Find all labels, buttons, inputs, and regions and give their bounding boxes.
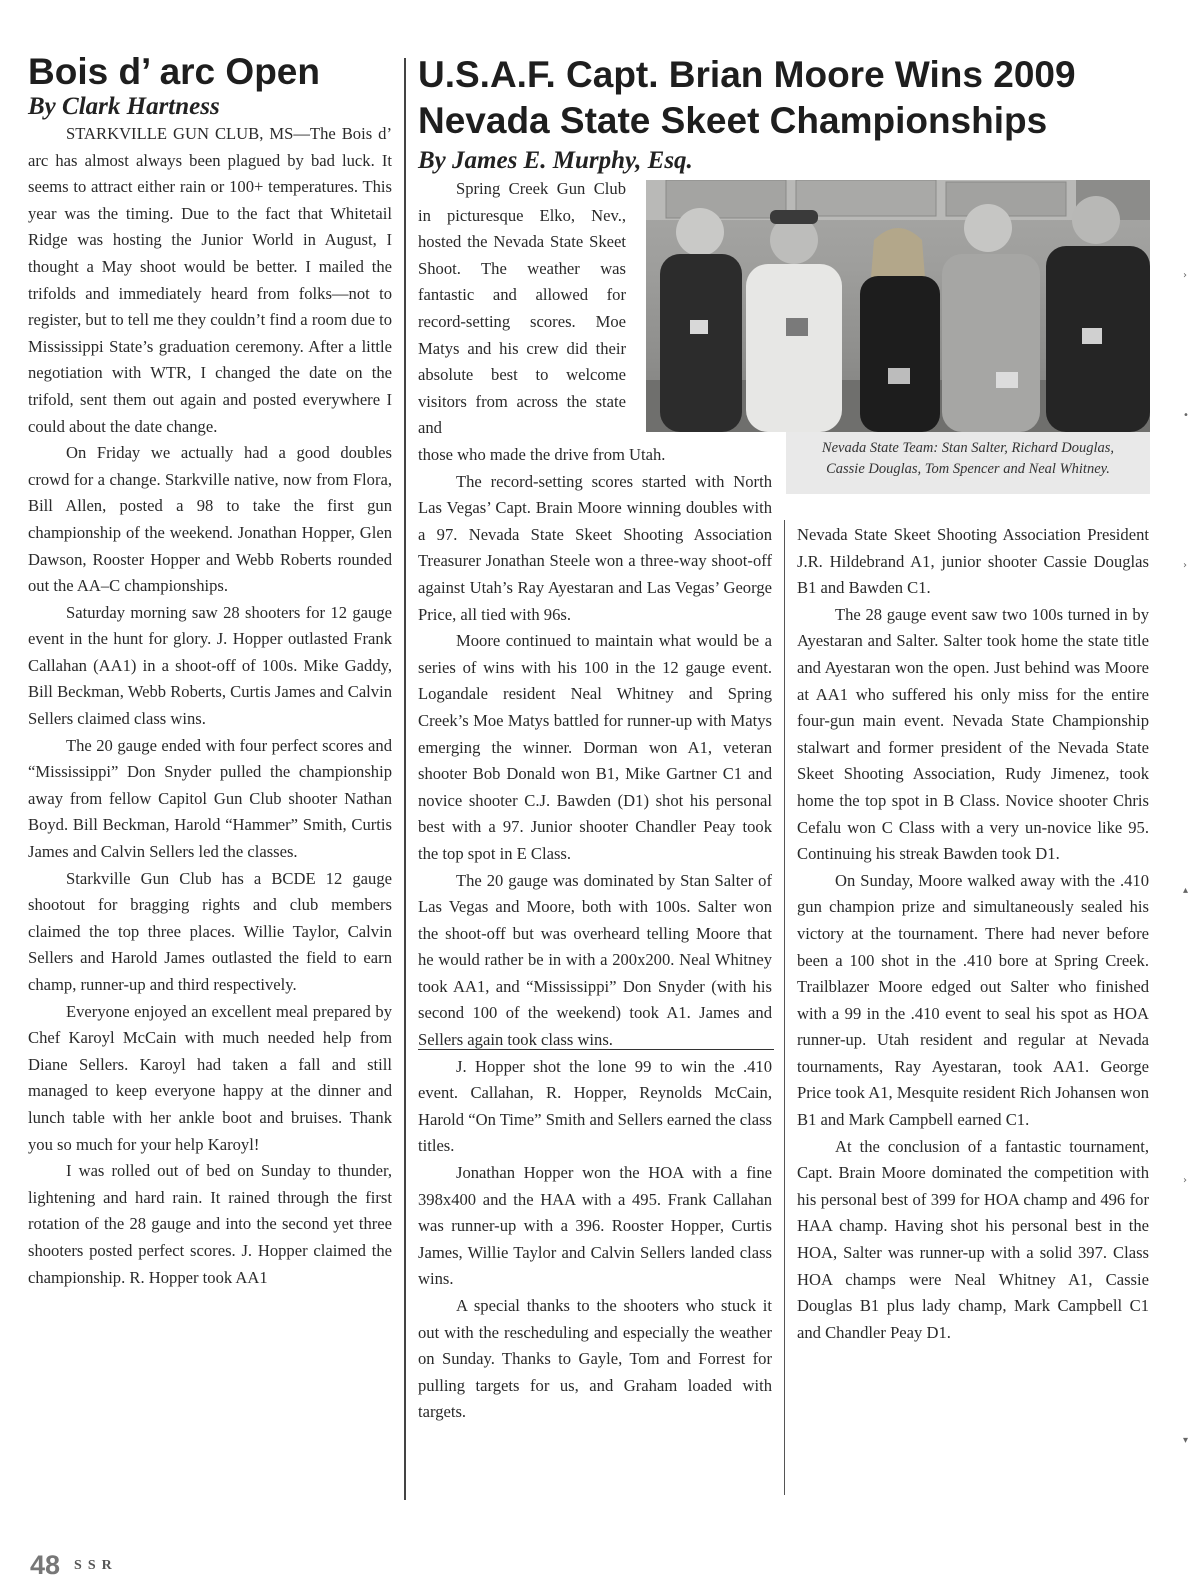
scan-mark-icon: ▾ xyxy=(1183,1435,1189,1446)
paragraph: The 20 gauge was dominated by Stan Salter of Las Vegas and Moore, both with 100s. Salter won the shoot-off but was overheard telling Moore that he would rather be in with a 200x200. Neal Whitney took AA1, and “Mississippi” Don Snyder (with his second 100 of the weekend) took A1. James and Sellers again took class wins. xyxy=(418,870,772,1050)
paragraph: Starkville Gun Club has a BCDE 12 gauge shootout for bragging rights and club members claimed the top three places. Willie Taylor, Calvin Sellers and Harold James outlasted the field to earn champ, runner-up and third respectively. xyxy=(28,868,392,994)
paragraph: The 28 gauge event saw two 100s turned in by Ayestaran and Salter. Salter took home the state title and Ayestaran won the open. Just behind was Moore at AA1 who suffered his only miss for the entire four-gun main event. Nevada State Championship stalwart and former president of the Nevada State Skeet Shooting Association, Rudy Jimenez, took home the top spot in B Class. Novice shooter Chris Cefalu won C Class with a very un-novice like 95. Continuing his streak Bawden took D1. xyxy=(797,604,1149,864)
scan-mark-icon: › xyxy=(1183,560,1187,571)
paragraph: J. Hopper shot the lone 99 to win the .410 event. Callahan, R. Hopper, Reynolds McCain, Harold “On Time” Smith and Sellers earned the class titles. xyxy=(418,1056,772,1156)
right-article-byline: By James E. Murphy, Esq. xyxy=(418,147,693,174)
scan-mark-icon: • xyxy=(1183,410,1189,421)
title-line: U.S.A.F. Capt. Brian Moore Wins 2009 xyxy=(418,54,1076,95)
title-line: Nevada State Skeet Championships xyxy=(418,100,1048,141)
left-article-title: Bois d’ arc Open xyxy=(28,51,320,92)
caption-line: Cassie Douglas, Tom Spencer and Neal Whitney. xyxy=(826,461,1110,477)
right-article-intro xyxy=(418,176,626,442)
team-photo xyxy=(646,180,1150,432)
team-photo-image xyxy=(646,180,1150,432)
paragraph: On Sunday, Moore walked away with the .410 gun champion prize and simultaneously sealed his victory at the tournament. There had never before been a 100 shot in the .410 bore at Spring Creek. Trailblazer Moore edged out Salter who finished with a 99 in the .410 event to seal his spot as HOA runner-up. Utah resident and regular at Nevada tournaments, Ray Ayestaran, took AA1. George Price took A1, Mesquite resident Rich Johansen won B1 and Mark Campbell earned C1. xyxy=(797,870,1149,1130)
paragraph: Nevada State Skeet Shooting Association President J.R. Hildebrand A1, junior shooter Cassie Douglas B1 and Bawden C1. xyxy=(797,525,1149,598)
scan-mark-icon: › xyxy=(1183,1175,1187,1186)
left-article-byline: By Clark Hartness xyxy=(28,93,220,120)
scan-mark-icon: ▴ xyxy=(1183,885,1189,896)
paragraph: A special thanks to the shooters who stuck it out with the rescheduling and especially the weather on Sunday. Thanks to Gayle, Tom and Forrest for pulling targets for us, and Graham loaded with targets. xyxy=(418,1296,772,1422)
paragraph: Moore continued to maintain what would be a series of wins with his 100 in the 12 gauge event. Logandale resident Neal Whitney and Spring Creek’s Moe Matys battled for runner-up with Matys emerging the winner. Dorman won A1, veteran shooter Bob Donald won B1, Mike Gartner C1 and novice shooter C.J. Bawden (D1) shot his personal best with a 97. Junior shooter Chandler Peay took the top spot in E Class. xyxy=(418,631,772,863)
right-article-column-1 xyxy=(418,442,772,1426)
page-number: 48 xyxy=(30,1550,61,1580)
right-article-title xyxy=(418,52,1178,144)
paragraph: Jonathan Hopper won the HOA with a fine 398x400 and the HAA with a 495. Frank Callahan was runner-up with a 396. Rooster Hopper, Curtis James, Willie Taylor and Calvin Sellers landed class wins. xyxy=(418,1163,772,1289)
paragraph: those who made the drive from Utah. xyxy=(418,445,666,464)
right-article-column-2 xyxy=(797,522,1149,1346)
left-article-body xyxy=(28,121,392,1291)
text-underline xyxy=(418,1049,774,1050)
column-divider xyxy=(784,520,785,1495)
paragraph: On Friday we actually had a good doubles crowd for a change. Starkville native, now from Flora, Bill Allen, posted a 98 to take the first gun championship of the weekend. Jonathan Hopper, Glen Dawson, Rooster Hopper and Webb Roberts rounded out the AA–C championships. xyxy=(28,443,392,596)
paragraph: Everyone enjoyed an excellent meal prepared by Chef Karoyl McCain with much needed help from Diane Sellers. Karoyl had taken a fall and still managed to keep everyone happy at the dinner and lunch table with her ankle boot and bruises. Thank you so much for your help Karoyl! xyxy=(28,1001,392,1154)
paragraph: STARKVILLE GUN CLUB, MS—The Bois d’ arc has almost always been plagued by bad luck. It seems to attract either rain or 100+ temperatures. This year was the timing. Due to the fact that Whitetail Ridge was hosting the Junior World in August, I thought a May shoot would be better. I mailed the trifolds and immediately heard from folks—not to register, but to tell me they couldn’t find a room due to Mississippi State’s graduation ceremony. After a little negotiation with WTR, I changed the date on the trifold, sent them out again and posted everywhere I could about the date change. xyxy=(28,124,393,436)
paragraph: Saturday morning saw 28 shooters for 12 gauge event in the hunt for glory. J. Hopper outlasted Frank Callahan (AA1) in a shoot-off of 100s. Mike Gaddy, Bill Beckman, Webb Roberts, Curtis James and Calvin Sellers claimed class wins. xyxy=(28,602,392,729)
left-article xyxy=(28,52,392,1291)
publication-name: SSR xyxy=(74,1557,118,1573)
photo-caption xyxy=(786,432,1150,494)
scan-mark-icon: › xyxy=(1183,270,1187,281)
paragraph: Spring Creek Gun Club in picturesque Elko, Nev., hosted the Nevada State Skeet Shoot. The weather was fantastic and allowed for record-setting scores. Moe Matys and his crew did their absolute best to welcome visitors from across the state and xyxy=(418,179,626,438)
column-divider xyxy=(404,58,406,1500)
caption-line: Nevada State Team: Stan Salter, Richard Douglas, xyxy=(821,440,1115,456)
paragraph: The record-setting scores started with North Las Vegas’ Capt. Brain Moore winning doubles with a 97. Nevada State Skeet Shooting Association Treasurer Jonathan Steele won a three-way shoot-off against Utah’s Ray Ayestaran and Las Vegas’ George Price, all tied with 96s. xyxy=(418,471,772,624)
paragraph: I was rolled out of bed on Sunday to thunder, lightening and hard rain. It rained through the first rotation of the 28 gauge and into the second yet three shooters posted perfect scores. J. Hopper claimed the championship. R. Hopper took AA1 xyxy=(28,1161,392,1287)
paragraph: At the conclusion of a fantastic tournament, Capt. Brain Moore dominated the competition with his personal best of 399 for HOA champ and 496 for HAA champ. Having shot his personal best in the HOA, Salter was runner-up with a solid 397. Class HOA champs were Neal Whitney A1, Cassie Douglas B1 plus lady champ, Mark Campbell C1 and Chandler Peay D1. xyxy=(797,1136,1149,1342)
page-footer xyxy=(30,1550,118,1581)
right-article-header xyxy=(418,52,1178,176)
paragraph: The 20 gauge ended with four perfect scores and “Mississippi” Don Snyder pulled the championship away from fellow Capitol Gun Club shooter Nathan Boyd. Bill Beckman, Harold “Hammer” Smith, Curtis James and Calvin Sellers led the classes. xyxy=(28,735,392,862)
